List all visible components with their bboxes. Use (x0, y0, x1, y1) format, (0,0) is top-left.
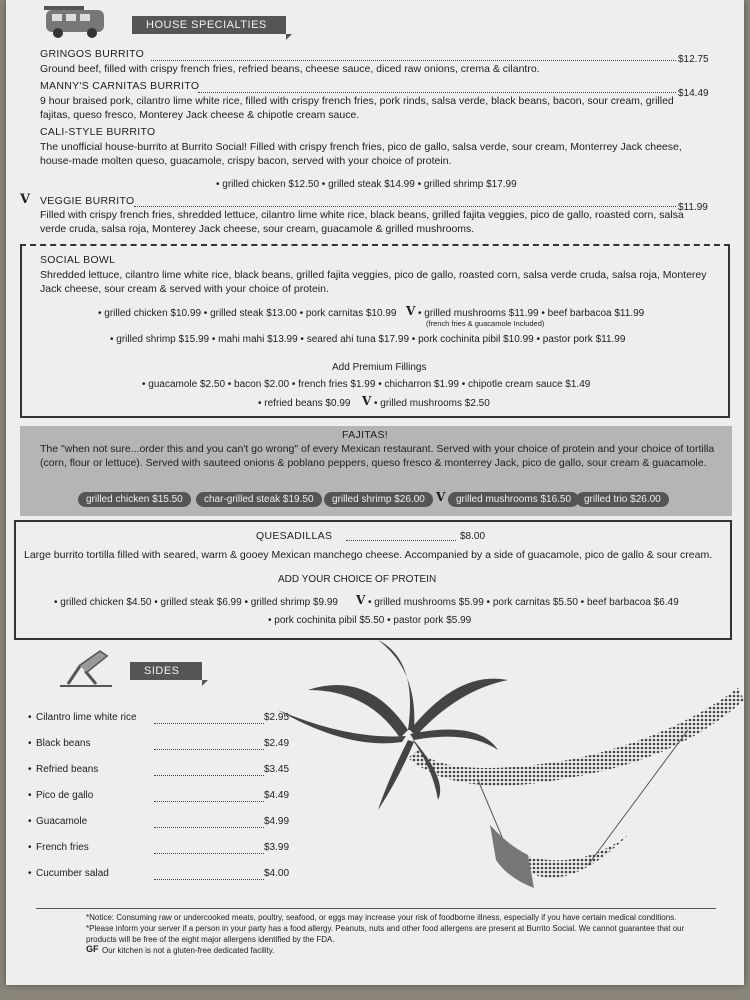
sides-header: SIDES (130, 662, 202, 680)
fajitas-title: FAJITAS! (342, 429, 388, 441)
side-item-price: $4.49 (264, 790, 290, 801)
fajitas-option-steak: char-grilled steak $19.50 (196, 492, 322, 507)
dot-leader (154, 775, 264, 776)
side-item-price: $2.95 (264, 712, 290, 723)
dot-leader (154, 749, 264, 750)
quesadillas-protein-row1b: • grilled mushrooms $5.99 • pork carnitas $5.50 • beef barbacoa $6.49 (368, 597, 679, 608)
dot-leader (154, 723, 264, 724)
fajitas-band (20, 426, 732, 516)
cali-style-desc: The unofficial house-burrito at Burrito Social! Filled with crispy french fries, pico de gallo, salsa verde, sour cream, Monterrey Jack cheese, house-made molten queso, guacamole, crispy bacon, served with your choice of protein. (40, 141, 682, 167)
dot-leader (151, 60, 676, 61)
van-icon (42, 2, 112, 42)
social-bowl-box (20, 244, 730, 418)
premium-fillings-row2b: • grilled mushrooms $2.50 (374, 398, 490, 409)
dot-leader (134, 206, 676, 207)
quesadillas-box (14, 520, 732, 640)
gf-mark: GF (86, 944, 99, 954)
veggie-burrito-name: VEGGIE BURRITO (40, 195, 135, 207)
fajitas-option-chicken: grilled chicken $15.50 (78, 492, 191, 507)
mannys-carnitas-price: $14.49 (678, 88, 709, 99)
dot-leader (154, 853, 264, 854)
side-item-name: Cilantro lime white rice (36, 712, 137, 723)
side-item-name: Black beans (36, 738, 91, 749)
side-item-name: Pico de gallo (36, 790, 94, 801)
notice-line2: *Please inform your server if a person in your party has a food allergy. Peanuts, nuts and other food allergens are present at Burrito Social. We cannot guarantee that our products will be free of the eight major allergens identified by the FDA. (86, 924, 685, 944)
notice-divider (36, 908, 716, 909)
veggie-v-icon: V (20, 192, 31, 207)
side-item-name: Guacamole (36, 816, 88, 827)
side-bullet: • (28, 790, 32, 801)
fajitas-option-mushrooms: grilled mushrooms $16.50 (448, 492, 579, 507)
side-item-name: French fries (36, 842, 89, 853)
bowl-mushroom-note: (french fries & guacamole Included) (426, 319, 545, 328)
cali-style-name: CALI-STYLE BURRITO (40, 126, 156, 138)
side-item-price: $4.99 (264, 816, 290, 827)
bowl-options-row1b: • grilled mushrooms $11.99 • beef barbacoa $11.99 (418, 308, 645, 319)
veggie-v-icon: V (436, 490, 446, 504)
dot-leader (154, 801, 264, 802)
side-item-price: $2.49 (264, 738, 290, 749)
premium-fillings-title: Add Premium Fillings (332, 362, 427, 373)
notice-line3: Our kitchen is not a gluten-free dedicated facility. (102, 946, 275, 955)
premium-fillings-row1: • guacamole $2.50 • bacon $2.00 • french fries $1.99 • chicharron $1.99 • chipotle cream sauce $1.49 (142, 379, 591, 390)
side-item-price: $4.00 (264, 868, 290, 879)
veggie-v-icon: V (356, 593, 366, 607)
side-item-name: Refried beans (36, 764, 99, 775)
veggie-burrito-desc: Filled with crispy french fries, shredded lettuce, cilantro lime white rice, black beans, grilled fajita veggies, pico de gallo, roasted corn, salsa verde cruda, salsa roja, Monterey Jack cheese, sour cream, guacamole & grilled mushrooms. (40, 209, 684, 235)
dot-leader (198, 92, 676, 93)
side-bullet: • (28, 816, 32, 827)
side-item-name: Cucumber salad (36, 868, 109, 879)
notice-line1: *Notice: Consuming raw or undercooked meats, poultry, seafood, or eggs may increase your risk of foodborne illness, especially if you have certain medical conditions. (86, 913, 677, 922)
dot-leader (154, 827, 264, 828)
palm-tree-hammock-illustration (268, 630, 744, 920)
quesadillas-desc: Large burrito tortilla filled with seared, warm & gooey Mexican manchego cheese. Accompanied by a side of guacamole, pico de gallo & sour cream. (24, 549, 713, 561)
fajitas-option-shrimp: grilled shrimp $26.00 (324, 492, 433, 507)
quesadillas-title: QUESADILLAS (256, 530, 333, 542)
gringos-burrito-name: GRINGOS BURRITO (40, 48, 145, 60)
bowl-options-row1: • grilled chicken $10.99 • grilled steak $13.00 • pork carnitas $10.99 (98, 308, 397, 319)
quesadillas-price: $8.00 (460, 531, 486, 542)
side-bullet: • (28, 868, 32, 879)
veggie-v-icon: V (362, 394, 372, 408)
mannys-carnitas-name: MANNY'S CARNITAS BURRITO (40, 80, 200, 92)
social-bowl-desc: Shredded lettuce, cilantro lime white rice, black beans, grilled fajita veggies, pico de gallo, roasted corn, salsa verde cruda, salsa roja, Monterey Jack cheese, sour cream & served with your choice of protein. (40, 269, 707, 295)
side-bullet: • (28, 712, 32, 723)
side-item-price: $3.45 (264, 764, 290, 775)
menu-page (6, 0, 744, 985)
gringos-burrito-price: $12.75 (678, 54, 709, 65)
fajitas-desc: The "when not sure...order this and you can't go wrong" of every Mexican restaurant. Served with your choice of protein and your choice of tortilla (corn, flour or lettuce). Served with sauteed onions & poblano peppers, queso fresco & monterrey Jack, pico de gallo, sour cream & guacamole. (40, 443, 715, 469)
side-bullet: • (28, 738, 32, 749)
quesadillas-protein-row2: • pork cochinita pibil $5.50 • pastor pork $5.99 (268, 615, 472, 626)
premium-fillings-row2a: • refried beans $0.99 (258, 398, 351, 409)
mannys-carnitas-desc: 9 hour braised pork, cilantro lime white rice, filled with crispy french fries, pork rinds, salsa verde, black beans, bacon, sour cream, grilled fajitas, queso fresco, Monterey Jack cheese & chipotle cream sauce. (40, 95, 674, 121)
house-specialties-header: HOUSE SPECIALTIES (132, 16, 286, 34)
fajitas-option-trio: grilled trio $26.00 (576, 492, 669, 507)
veggie-burrito-price: $11.99 (678, 202, 708, 213)
side-bullet: • (28, 842, 32, 853)
side-item-price: $3.99 (264, 842, 290, 853)
quesadillas-protein-row1a: • grilled chicken $4.50 • grilled steak $6.99 • grilled shrimp $9.99 (54, 597, 338, 608)
quesadillas-protein-title: ADD YOUR CHOICE OF PROTEIN (278, 574, 437, 585)
dot-leader (154, 879, 264, 880)
side-bullet: • (28, 764, 32, 775)
veggie-v-icon: V (406, 304, 416, 318)
social-bowl-title: SOCIAL BOWL (40, 254, 116, 266)
gringos-burrito-desc: Ground beef, filled with crispy french fries, refried beans, cheese sauce, diced raw onions, crema & cilantro. (40, 63, 540, 75)
beach-chair-icon (56, 646, 116, 694)
bowl-options-row2: • grilled shrimp $15.99 • mahi mahi $13.99 • seared ahi tuna $17.99 • pork cochinita pibil $10.99 • pastor pork $11.99 (110, 334, 626, 345)
cali-style-options: • grilled chicken $12.50 • grilled steak $14.99 • grilled shrimp $17.99 (216, 179, 517, 190)
dot-leader (346, 540, 456, 541)
